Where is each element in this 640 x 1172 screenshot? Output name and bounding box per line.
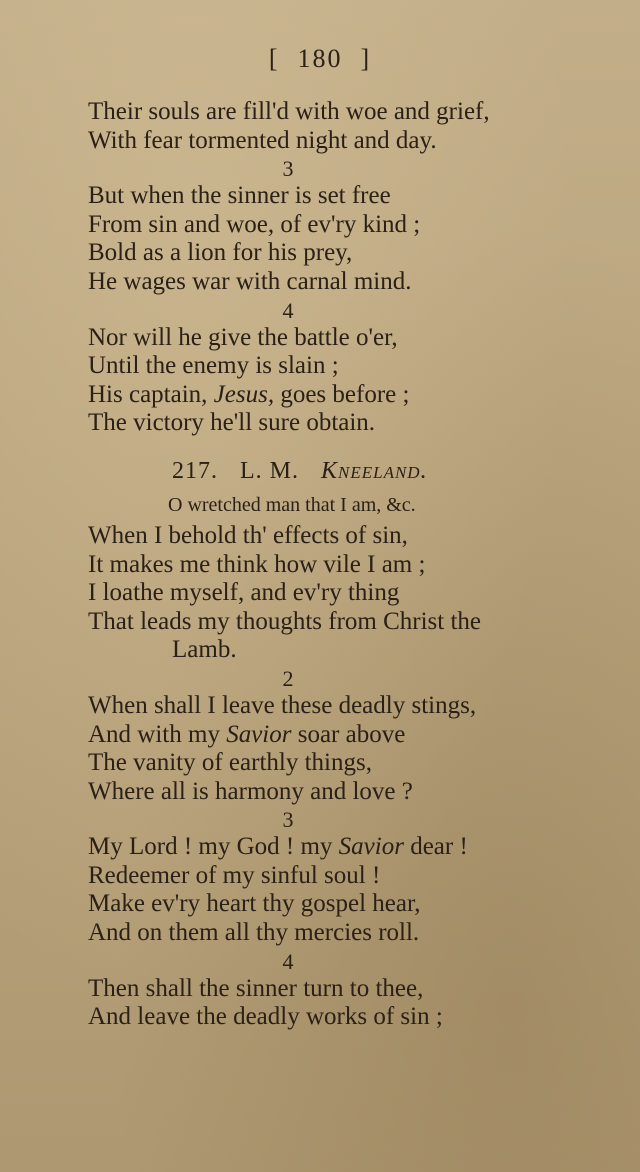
hymn-subtitle: O wretched man that I am, &c. xyxy=(168,493,416,516)
verse-line: Then shall the sinner turn to thee, xyxy=(88,974,424,1002)
verse-line: Make ev'ry heart thy gospel hear, xyxy=(88,890,421,918)
hymn-tune: Kneeland. xyxy=(321,457,428,484)
verse-line: It makes me think how vile I am ; xyxy=(88,550,426,578)
verse-line-continuation: Lamb. xyxy=(172,636,237,664)
verse-line: And leave the deadly works of sin ; xyxy=(88,1003,443,1031)
verse-line: Redeemer of my sinful soul ! xyxy=(88,861,381,889)
verse-line: When shall I leave these deadly stings, xyxy=(88,691,477,719)
stanza-number: 4 xyxy=(282,948,294,974)
stanza-number: 3 xyxy=(282,156,294,182)
hymn-number: 217. xyxy=(172,457,218,484)
verse-line xyxy=(88,833,608,862)
verse-italic: Savior xyxy=(338,833,404,861)
stanza-number: 3 xyxy=(282,807,294,833)
verse-line: From sin and woe, of ev'ry kind ; xyxy=(88,210,421,238)
verse-line: That leads my thoughts from Christ the xyxy=(88,607,482,635)
verse-italic: Savior xyxy=(226,720,292,748)
verse-line: But when the sinner is set free xyxy=(88,182,391,210)
verse-line: Bold as a lion for his prey, xyxy=(88,239,353,267)
verse-line: Where all is harmony and love ? xyxy=(88,777,413,805)
page-text xyxy=(88,98,608,1032)
bracket-left: [ xyxy=(268,44,280,73)
hymn-heading xyxy=(88,454,608,488)
verse-line: The victory he'll sure obtain. xyxy=(88,409,376,437)
verse-line: Nor will he give the battle o'er, xyxy=(88,323,398,351)
verse-text: And with my xyxy=(88,720,227,748)
verse-line xyxy=(88,381,608,410)
verse-line: And on them all thy mercies roll. xyxy=(88,919,420,947)
verse-line: He wages war with carnal mind. xyxy=(88,267,412,295)
page-header xyxy=(0,44,640,74)
hymn-meter: L. M. xyxy=(240,457,299,484)
stanza-number: 4 xyxy=(282,297,294,323)
verse-italic: Jesus, xyxy=(213,380,275,408)
bracket-right: ] xyxy=(360,44,372,73)
verse-line: I loathe myself, and ev'ry thing xyxy=(88,579,400,607)
verse-line: The vanity of earthly things, xyxy=(88,749,372,777)
verse-line: With fear tormented night and day. xyxy=(88,126,437,154)
verse-text: His captain, xyxy=(88,380,214,408)
verse-line xyxy=(88,721,608,750)
verse-line: Their souls are fill'd with woe and grief, xyxy=(88,98,490,125)
verse-text: soar above xyxy=(291,720,406,748)
verse-line: Until the enemy is slain ; xyxy=(88,352,339,380)
verse-text: My Lord ! my God ! my xyxy=(88,833,339,861)
verse-text: dear ! xyxy=(403,833,468,861)
page-number: 180 xyxy=(297,44,343,73)
verse-line: When I behold th' effects of sin, xyxy=(88,521,408,549)
verse-text: goes before ; xyxy=(274,380,410,408)
stanza-number: 2 xyxy=(282,665,294,691)
